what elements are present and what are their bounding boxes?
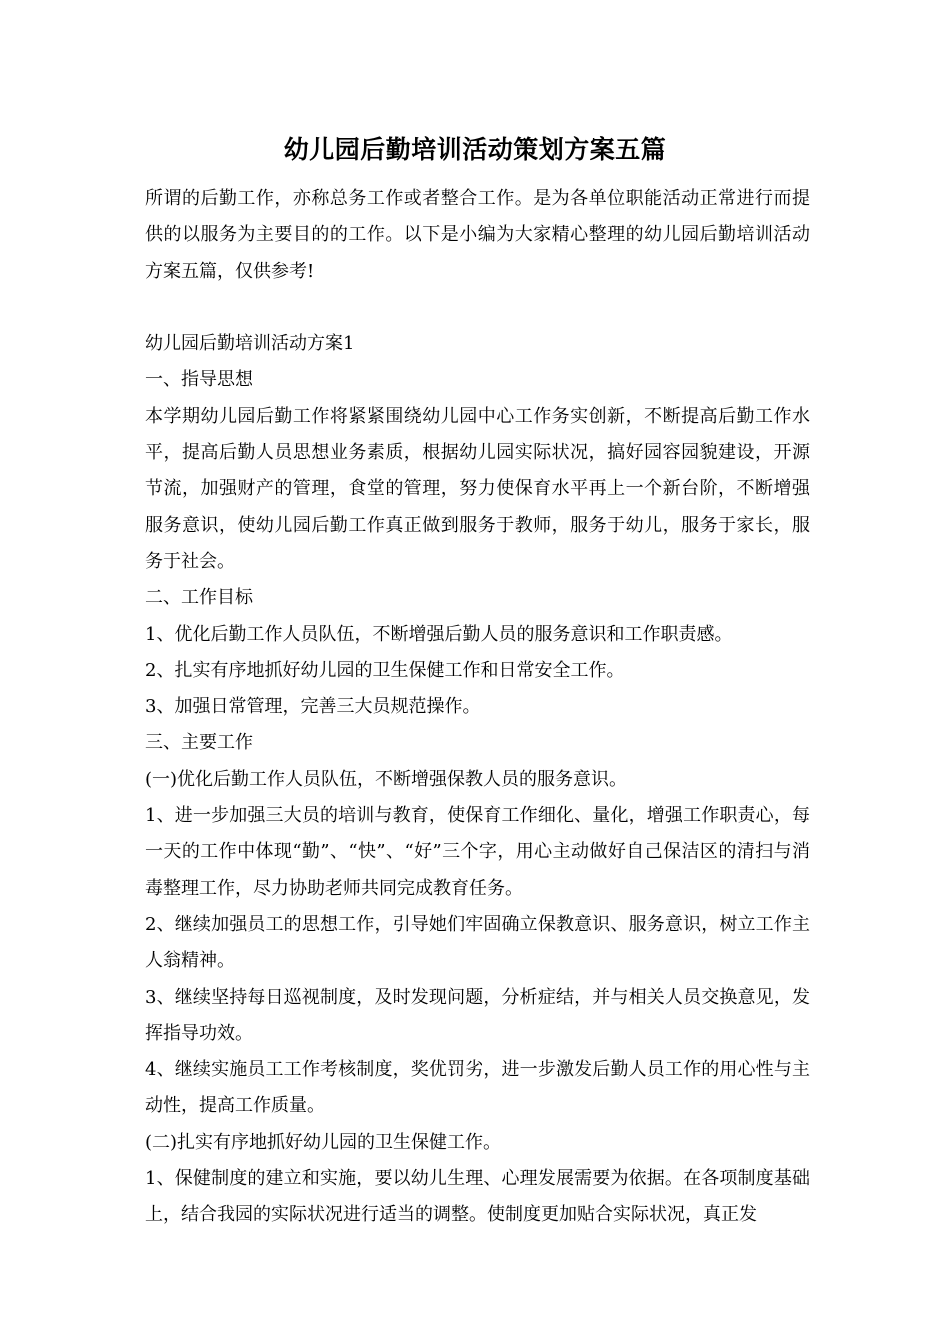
goal-item-1: 1、优化后勤工作人员队伍，不断增强后勤人员的服务意识和工作职责感。: [145, 623, 733, 645]
part2-heading: 二、工作目标: [145, 587, 253, 609]
intro-paragraph: 所谓的后勤工作，亦称总务工作或者整合工作。是为各单位职能活动正常进行而提供的以服务为主要目的的工作。以下是小编为大家精心整理的幼儿园后勤培训活动方案五篇，仅供参考!: [145, 188, 810, 282]
part1-paragraph: 本学期幼儿园后勤工作将紧紧围绕幼儿园中心工作务实创新，不断提高后勤工作水平，提高后勤人员思想业务素质，根据幼儿园实际状况，搞好园容园貌建设，开源节流，加强财产的管理，食堂的管理，努力使保育水平再上一个新台阶，不断增强服务意识，使幼儿园后勤工作真正做到服务于教师，服务于幼儿，服务于家长，服务于社会。: [145, 405, 810, 572]
sub2-item-1: 1、保健制度的建立和实施，要以幼儿生理、心理发展需要为依据。在各项制度基础上，结合我园的实际状况进行适当的调整。使制度更加贴合实际状况，真正发: [145, 1168, 810, 1226]
document-body: [145, 181, 810, 1234]
document-title: 幼儿园后勤培训活动策划方案五篇: [283, 135, 667, 164]
sub2-heading: (二)扎实有序地抓好幼儿园的卫生保健工作。: [145, 1131, 502, 1153]
part3-heading: 三、主要工作: [145, 732, 253, 754]
sub1-item-2: 2、继续加强员工的思想工作，引导她们牢固确立保教意识、服务意识，树立工作主人翁精神。: [145, 913, 810, 972]
blank-line: [145, 290, 810, 326]
sub1-item-4: 4、继续实施员工工作考核制度，奖优罚劣，进一步激发后勤人员工作的用心性与主动性，提高工作质量。: [145, 1059, 810, 1117]
sub1-heading: (一)优化后勤工作人员队伍，不断增强保教人员的服务意识。: [145, 768, 628, 790]
goal-item-3: 3、加强日常管理，完善三大员规范操作。: [145, 696, 481, 718]
sub1-item-3: 3、继续坚持每日巡视制度，及时发现问题，分析症结，并与相关人员交换意见，发挥指导功效。: [145, 986, 810, 1044]
part1-heading: 一、指导思想: [145, 369, 253, 391]
sub1-item-1: 1、进一步加强三大员的培训与教育，使保育工作细化、量化，增强工作职责心，每一天的工作中体现“勤”、“快”、“好”三个字，用心主动做好自己保洁区的清扫与消毒整理工作，尽力协助老师共同完成教育任务。: [145, 805, 810, 899]
section-heading: 幼儿园后勤培训活动方案1: [145, 333, 355, 355]
goal-item-2: 2、扎实有序地抓好幼儿园的卫生保健工作和日常安全工作。: [145, 659, 625, 681]
